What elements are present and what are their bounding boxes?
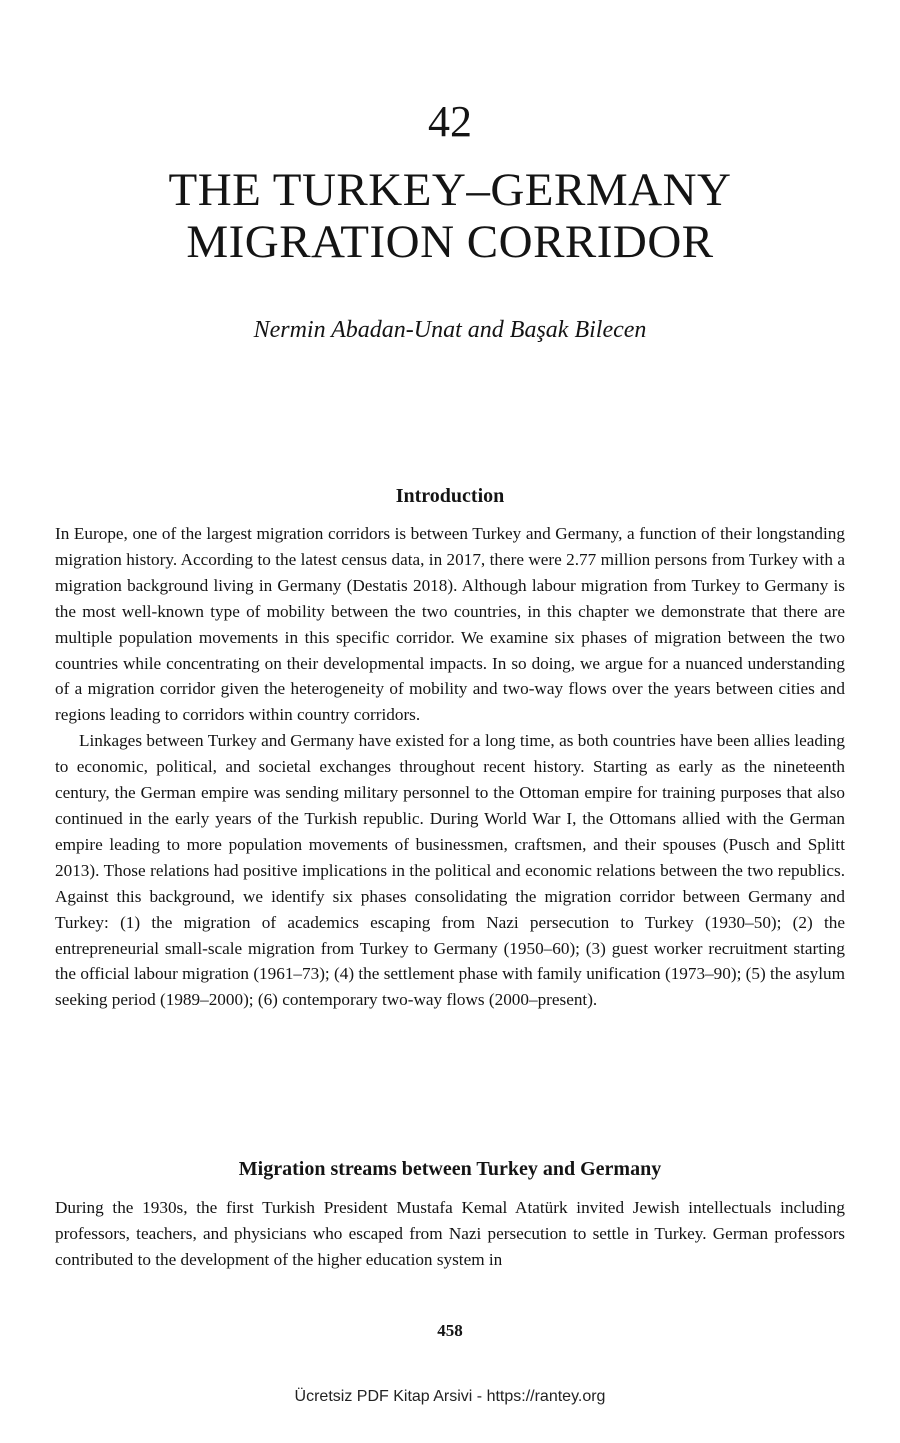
introduction-paragraph-1: In Europe, one of the largest migration corridors is between Turkey and Germany, a function of their longstanding migration history. According to the latest census data, in 2017, there were 2.77 million persons from Turkey with a migration background living in Germany (Destatis 2018). Although labour migration from Turkey to Germany is the most well-known type of mobility between the two countries, in this chapter we demonstrate that there are multiple population movements in this specific corridor. We examine six phases of migration between the two countries while concentrating on their developmental impacts. In so doing, we argue for a nuanced understanding of a migration corridor given the heterogeneity of mobility and two-way flows over the years between cities and regions leading to corridors within country corridors. [55,524,845,725]
migration-streams-section [55,1195,845,1273]
chapter-title [0,164,900,268]
introduction-section [55,521,845,1013]
chapter-number: 42 [428,97,472,146]
migration-streams-heading: Migration streams between Turkey and Germany [238,1158,662,1180]
introduction-paragraph-2: Linkages between Turkey and Germany have existed for a long time, as both countries have been allies leading to economic, political, and societal exchanges throughout recent history. Starting as early as the nineteenth century, the German empire was sending military personnel to the Ottoman empire for training purposes that also continued in the early years of the Turkish republic. During World War I, the Ottomans allied with the German empire leading to more population movements of businessmen, craftsmen, and their spouses (Pusch and Splitt 2013). Those relations had positive implications in the political and economic relations between the two republics. Against this background, we identify six phases consolidating the migration corridor between Germany and Turkey: (1) the migration of academics escaping from Nazi persecution to Turkey (1930–50); (2) the entrepreneurial small-scale migration from Turkey to Germany (1950–60); (3) guest worker recruitment starting the official labour migration (1961–73); (4) the settlement phase with family unification (1973–90); (5) the asylum seeking period (1989–2000); (6) contemporary two-way flows (2000–present). [55,731,845,1010]
introduction-heading: Introduction [395,485,505,507]
migration-streams-paragraph-1: During the 1930s, the first Turkish President Mustafa Kemal Atatürk invited Jewish intellectuals including professors, teachers, and physicians who escaped from Nazi persecution to settle in Turkey. German professors contributed to the development of the higher education system in [55,1198,845,1269]
chapter-authors: Nermin Abadan-Unat and Başak Bilecen [253,317,647,343]
page-number: 458 [437,1321,463,1340]
footer-watermark-link[interactable]: Ücretsiz PDF Kitap Arsivi - https://rantey.org [294,1388,606,1405]
chapter-title-line-1: THE TURKEY–GERMANY [168,164,732,216]
chapter-title-line-2: MIGRATION CORRIDOR [186,216,714,268]
